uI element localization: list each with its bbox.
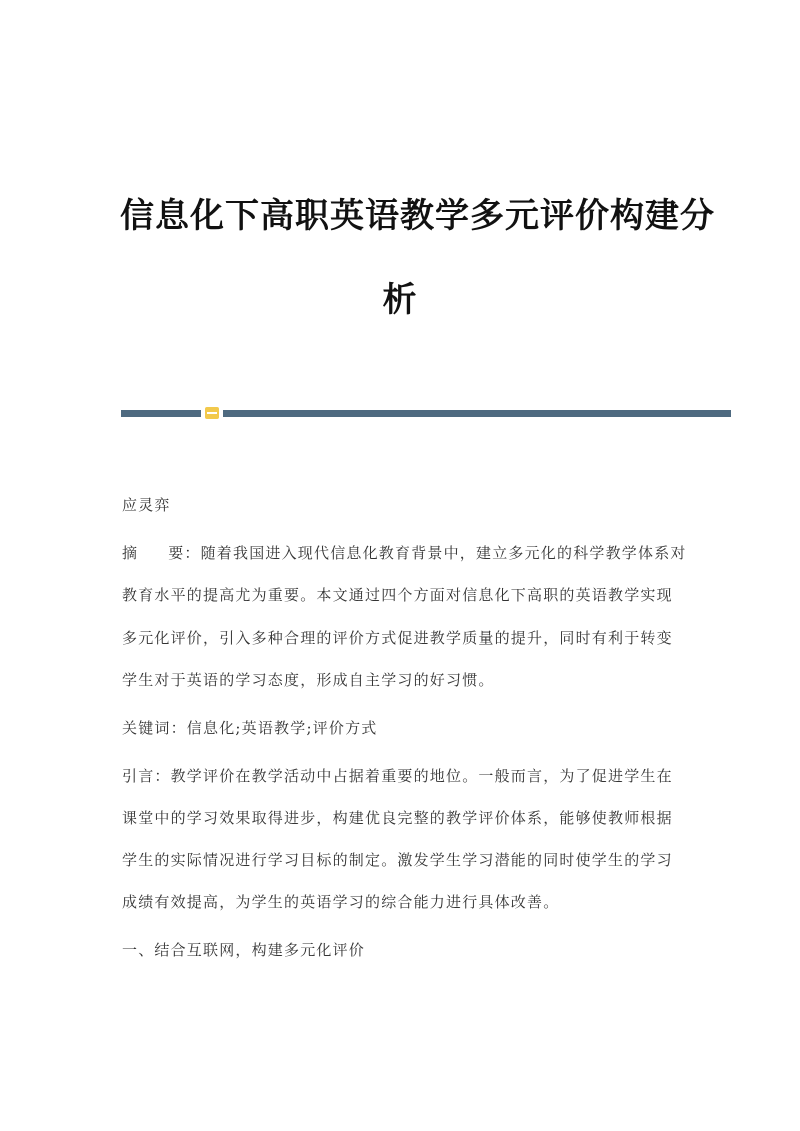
abstract-label-part-1: 摘 [122, 544, 139, 562]
abstract-line-1 [122, 542, 687, 563]
introduction-line-3: 学生的实际情况进行学习目标的制定。激发学生学习潜能的同时使学生的学习 [122, 851, 673, 869]
abstract-line-3: 多元化评价，引入多种合理的评价方式促进教学质量的提升，同时有利于转变 [122, 629, 673, 647]
introduction-line-2: 课堂中的学习效果取得进步，构建优良完整的教学评价体系，能够使教师根据 [122, 809, 673, 827]
document-title-line-1: 信息化下高职英语教学多元评价构建分 [120, 196, 715, 236]
introduction-line-4: 成绩有效提高，为学生的英语学习的综合能力进行具体改善。 [122, 893, 560, 911]
author-name: 应灵弈 [122, 496, 171, 514]
introduction-line-1: 引言：教学评价在教学活动中占据着重要的地位。一般而言，为了促进学生在 [122, 767, 673, 785]
title-divider [121, 407, 731, 417]
abstract-line-4: 学生对于英语的学习态度，形成自主学习的好习惯。 [122, 671, 495, 689]
divider-right-segment [223, 410, 731, 417]
abstract-text-line-1: 随着我国进入现代信息化教育背景中，建立多元化的科学教学体系对 [200, 544, 687, 562]
keywords-line: 关键词：信息化;英语教学;评价方式 [122, 719, 378, 737]
divider-left-segment [121, 410, 201, 417]
section-heading-1: 一、结合互联网，构建多元化评价 [122, 941, 366, 959]
divider-mark-icon [205, 407, 219, 419]
document-title-line-2: 析 [382, 280, 418, 320]
abstract-label-part-2: 要： [168, 544, 201, 562]
abstract-line-2: 教育水平的提高尤为重要。本文通过四个方面对信息化下高职的英语教学实现 [122, 586, 673, 604]
